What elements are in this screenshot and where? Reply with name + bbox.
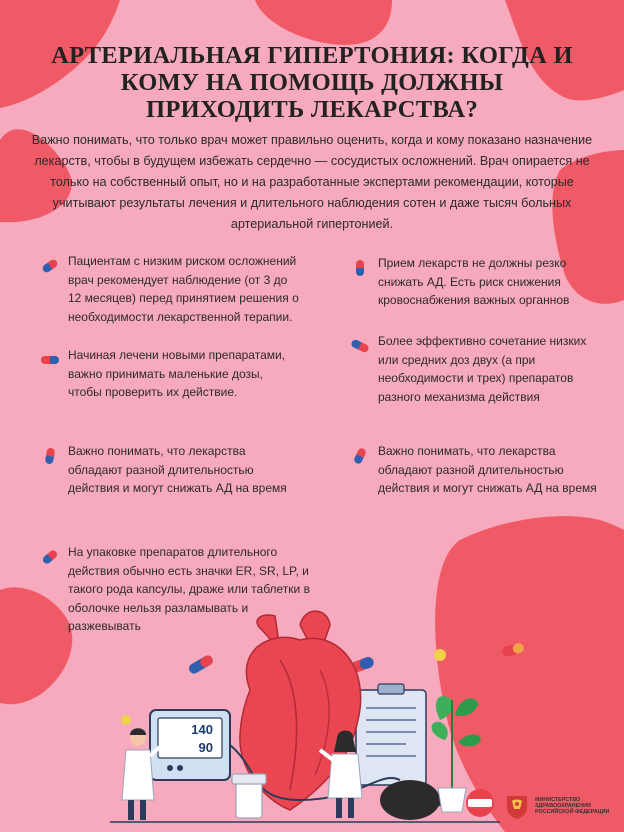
capsule-icon bbox=[350, 446, 370, 466]
tip-left-3 bbox=[40, 442, 300, 498]
tip-right-3 bbox=[350, 442, 600, 498]
capsule-icon bbox=[350, 258, 370, 278]
tip-text: Важно понимать, что лекарства обладают разной длительностью действия и могут снижать АД на время bbox=[68, 444, 287, 495]
capsule-icon bbox=[40, 547, 60, 567]
floating-pill-icon bbox=[501, 642, 525, 657]
tip-text: На упаковке препаратов длительного действия обычно есть значки ER, SR, LP, и такого рода капсулы, драже или таблетки в оболочке нельзя разламывать и разжевывать bbox=[68, 545, 310, 633]
intro-paragraph: Важно понимать, что только врач может правильно оценить, когда и кому показано назначение лекарств, чтобы в будущем избежать сердечно — сосудистых осложнений. Врач опирается не только на собственный опыт, но и на разработанные экспертами рекомендации, которые учитывают результаты лечения и длительного наблюдения сотен и даже тысяч больных артериальной гипертонией. bbox=[31, 133, 593, 231]
ministry-logo bbox=[505, 788, 615, 824]
capsule-icon bbox=[40, 256, 60, 276]
tip-left-1 bbox=[40, 252, 300, 326]
capsule-icon bbox=[40, 446, 60, 466]
tip-text: Пациентам с низким риском осложнений врач рекомендует наблюдение (от 3 до 12 месяцев) перед принятием решения о необходимости лекарственной терапии. bbox=[68, 254, 299, 324]
emblem-icon bbox=[505, 792, 529, 820]
tip-text: Начиная лечени новыми препаратами, важно принимать маленькие дозы, чтобы проверить их действие. bbox=[68, 348, 286, 399]
tip-text: Прием лекарств не должны резко снижать АД. Есть риск снижения кровоснабжения важных органнов bbox=[378, 256, 570, 307]
page-title: АРТЕРИАЛЬНАЯ ГИПЕРТОНИЯ: КОГДА И КОМУ НА ПОМОЩЬ ДОЛЖНЫ ПРИХОДИТЬ ЛЕКАРСТВА? bbox=[51, 42, 573, 123]
pill-bottle-icon bbox=[232, 774, 266, 818]
ministry-line-2: ЗДРАВООХРАНЕНИЯ bbox=[535, 802, 591, 809]
capsule-icon bbox=[350, 336, 370, 356]
tip-left-2 bbox=[40, 346, 290, 402]
tip-left-4 bbox=[40, 543, 320, 636]
capsule-icon bbox=[40, 350, 60, 370]
floating-tablet-icon bbox=[434, 649, 446, 661]
tip-right-2 bbox=[350, 332, 605, 406]
diastolic-value: 90 bbox=[198, 740, 213, 755]
ministry-line-3: РОССИЙСКОЙ ФЕДЕРАЦИИ bbox=[535, 809, 610, 816]
tip-text: Более эффективно сочетание низких или средних доз двух (а при необходимости и трех) препаратов разного механизма действия bbox=[378, 334, 587, 404]
floating-pill-icon bbox=[187, 654, 215, 676]
ministry-name bbox=[535, 797, 609, 816]
campaign-logo bbox=[466, 789, 494, 817]
ministry-line-1: МИНИСТЕРСТВО bbox=[535, 796, 581, 803]
systolic-value: 140 bbox=[191, 722, 213, 737]
floating-tablet-icon bbox=[121, 715, 131, 725]
tip-right-1 bbox=[350, 254, 600, 310]
clipboard-icon bbox=[356, 684, 426, 785]
tip-text: Важно понимать, что лекарства обладают разной длительностью действия и могут снижать АД на время bbox=[378, 444, 597, 495]
